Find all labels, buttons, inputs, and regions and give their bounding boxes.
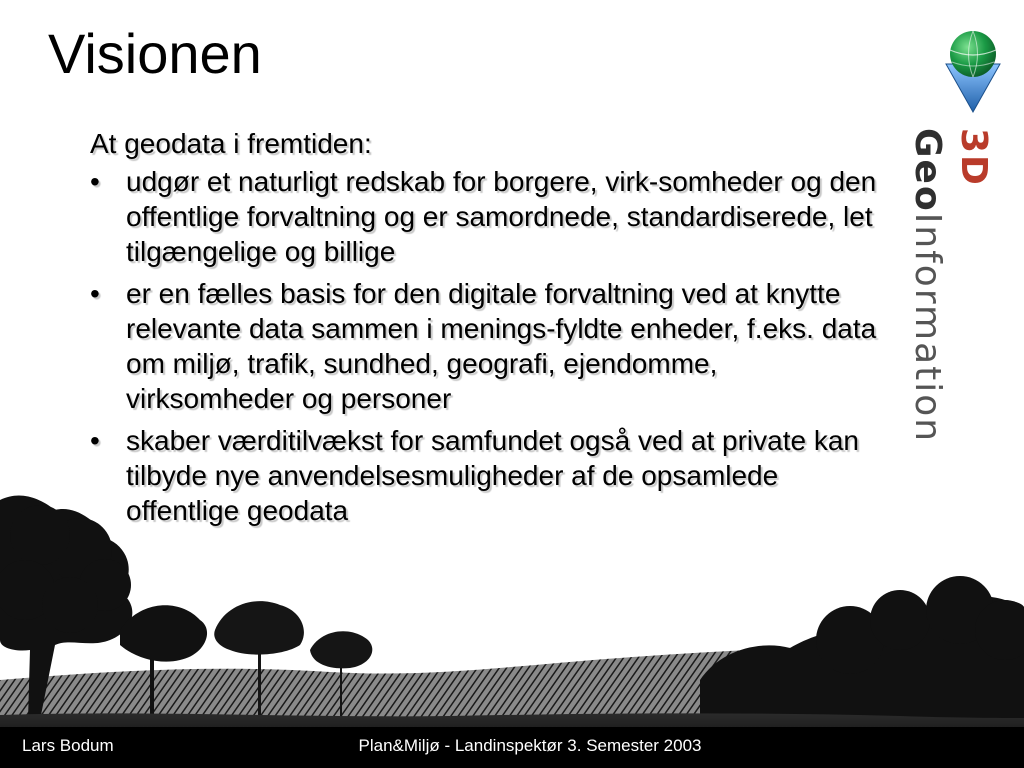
bullet-item [90,276,890,416]
footer-course: Plan&Miljø - Landinspektør 3. Semester 2003 [358,736,702,755]
logo-geo-text: Geo [907,128,948,213]
bullet-text: udgør et naturligt redskab for borgere, virk-somheder og den offentlige forvaltning og er samordnede, standardiserede, let tilgængelige og billige [126,166,877,267]
bullet-marker: • [90,166,100,197]
footer-author: Lars Bodum [22,736,114,755]
bullet-marker: • [90,278,100,309]
intro-text: At geodata i fremtiden: [90,128,372,159]
landscape-silhouette [0,480,1024,768]
bullet-text: skaber værditilvækst for samfundet også ved at private kan tilbyde nye anvendelsesmuligheder af de opsamlede offentlige geodata [126,425,860,526]
logo-information-text: Information [907,212,948,444]
bullet-list [90,164,890,528]
bullet-text: er en fælles basis for den digitale forvaltning ved at knytte relevante data sammen i menings-fyldte enheder, f.eks. data om miljø, trafik, sundhed, geografi, ejendomme, virksomheder og personer [126,278,877,414]
slide-body [90,126,890,535]
logo-3d-text: 3D [953,128,994,187]
tree-right-group [700,576,1024,730]
slide-title: Visionen [48,22,262,85]
logo-wordmark [907,128,996,498]
bullet-item [90,164,890,269]
bullet-marker: • [90,425,100,456]
footer [0,727,1024,768]
